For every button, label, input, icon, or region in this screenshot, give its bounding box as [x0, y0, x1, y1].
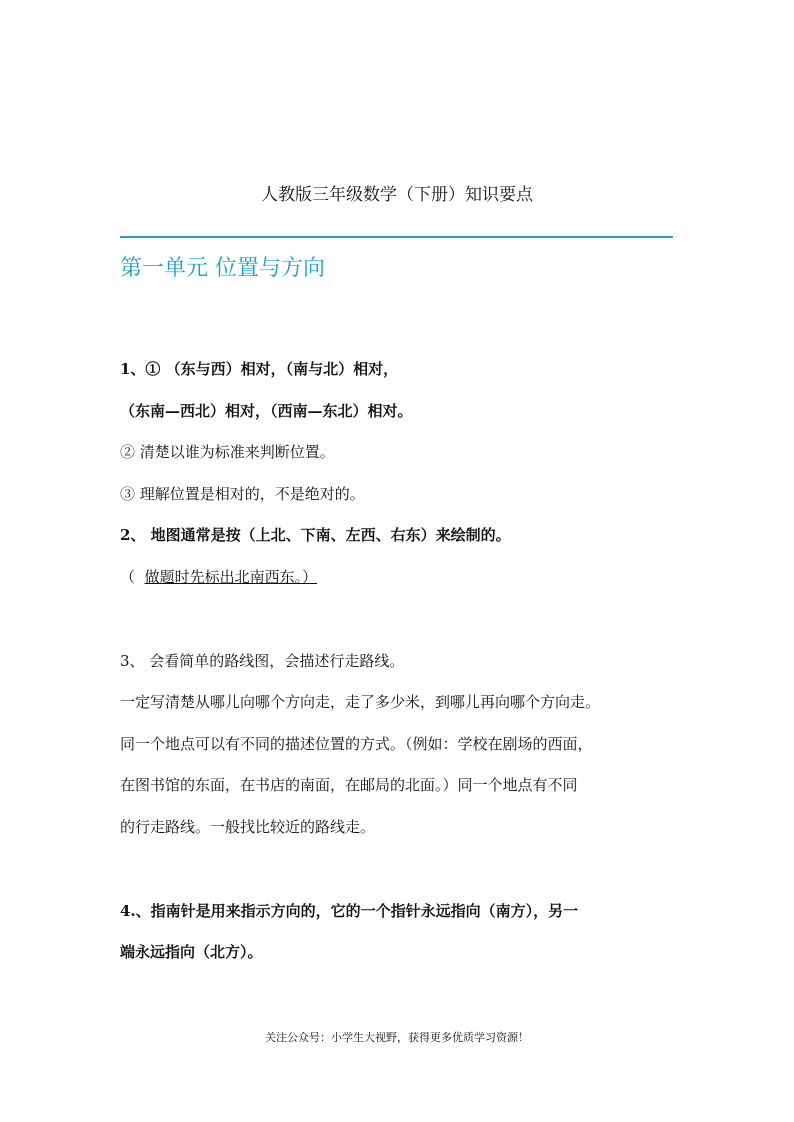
page-footer: 关注公众号：小学生大视野，获得更多优质学习资源！ [265, 1031, 529, 1044]
text-line: 3、 会看简单的路线图，会描述行走路线。 [120, 652, 405, 670]
text-line: 端永远指向（北方）。 [120, 943, 263, 961]
text-line: 4.、指南针是用来指示方向的，它的一个指针永远指向（南方），另一 [120, 902, 579, 920]
note-text: 做题时先标出北南西东。） [144, 568, 318, 586]
note-line [120, 566, 317, 587]
text-line: （东南—西北）相对，（西南—东北）相对。 [120, 402, 413, 420]
text-line: ③ 理解位置是相对的，不是绝对的。 [120, 485, 365, 503]
text-line: 的行走路线。一般找比较近的路线走。 [120, 818, 376, 836]
text-line: 1、① （东与西）相对，（南与北）相对， [120, 360, 399, 378]
section-heading: 第一单元 位置与方向 [120, 256, 325, 281]
text-line: ② 清楚以谁为标准来判断位置。 [120, 443, 335, 461]
text-line: 2、 地图通常是按（上北、下南、左西、右东）来绘制的。 [120, 526, 511, 544]
document-title: 人教版三年级数学（下册）知识要点 [261, 185, 533, 205]
text-line: 在图书馆的东面，在书店的南面，在邮局的北面。）同一个地点有不同 [120, 776, 578, 794]
text-line: 一定写清楚从哪儿向哪个方向走，走了多少米，到哪儿再向哪个方向走。 [120, 693, 601, 711]
note-open-paren: （ [120, 568, 136, 586]
title-divider [120, 236, 673, 238]
text-line: 同一个地点可以有不同的描述位置的方式。（例如：学校在剧场的西面， [120, 735, 593, 753]
